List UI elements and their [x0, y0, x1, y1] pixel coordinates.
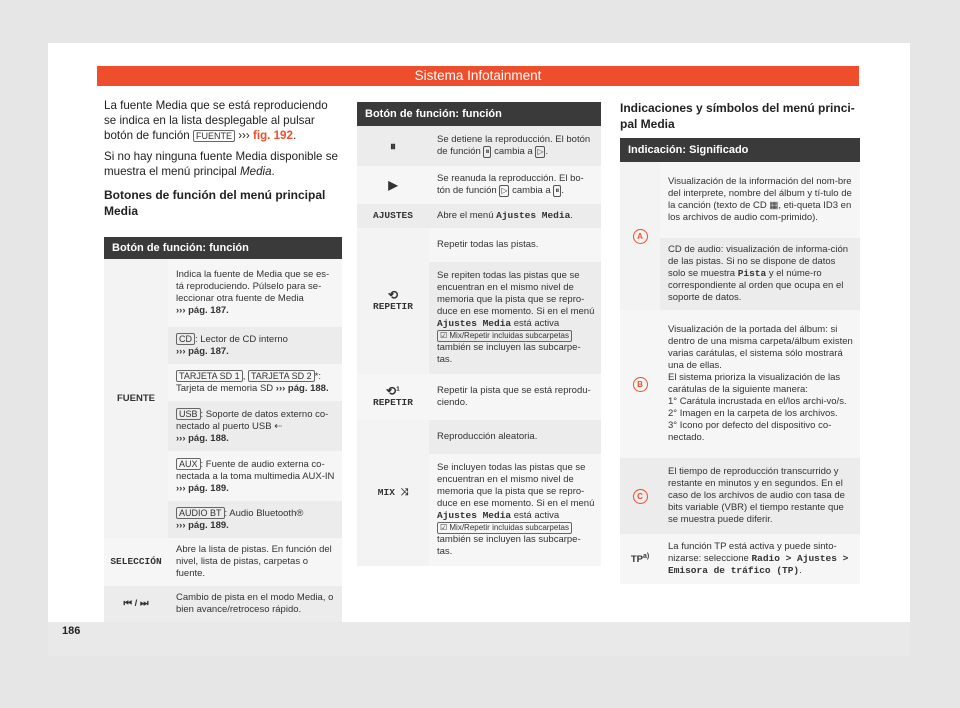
table-header: Indicación: Significado: [620, 138, 860, 162]
indications-table: [620, 138, 860, 584]
left-column: [104, 98, 342, 219]
repeat-one-icon: ⟲¹: [385, 384, 401, 398]
tp-label: TP$^{a)}$: [630, 553, 650, 566]
table-row: Visualización de la portada del álbum: si dentro de una misma carpeta/álbum existen varias carátulas, el sistema sólo mostrará una de ellas. El sistema prioriza la visualización de las carátulas de la siguiente manera: 1° Carátula incrustada en el/los archi-vo/s. 2° Imagen en la carpeta de los archivos. 3° Icono por defecto del dispositivo co-nectado.: [668, 324, 853, 443]
no-source-paragraph: Si no hay ninguna fuente Media disponible se muestra el menú principal Media.: [104, 150, 338, 178]
section-heading: Indicaciones y símbolos del menú princi-pal Media: [620, 101, 855, 131]
repeat-one-cell: ⟲¹ REPETIR: [357, 374, 429, 420]
table-row: Indica la fuente de Media que se es-tá reproduciendo. Púlselo para se-leccionar otra fuente de Media ››› pág. 187.: [176, 269, 330, 316]
mix-label: MIX ⤨: [357, 420, 429, 566]
table-row: Se incluyen todas las pistas que se encuentran en el mismo nivel de memoria que la pista que se repro-duce en ese momento. Si en el menú Ajustes Media está activa ☑ Mix/Repetir incluidas subcarpetas también se incluyen las subcarpe-tas.: [437, 462, 595, 557]
seleccion-label: SELECCIÓN: [110, 556, 162, 567]
label-b: B: [633, 377, 648, 392]
table-row: TARJETA SD 1 , TARJETA SD 2 *: Tarjeta de memoria SD ››› pág. 188.: [176, 371, 329, 394]
table-row: Abre el menú Ajustes Media.: [437, 210, 573, 221]
pause-icon: ⏸: [389, 139, 396, 153]
pause-icon: ⏸: [555, 186, 560, 195]
repeat-icon: ⟲: [387, 288, 399, 302]
label-c: C: [633, 489, 648, 504]
table-row: Visualización de la información del nom-bre del interprete, nombre del álbum y tí-tulo de la canción (texto de CD ▦, eti-queta ID3 en los archivos de audio com-primido).: [668, 176, 852, 223]
footer-strip: [48, 622, 910, 656]
usb-icon: ⇠: [274, 420, 283, 432]
table-row: AUX : Fuente de audio externa co-nectada a la toma multimedia AUX-IN ››› pág. 189.: [176, 458, 335, 494]
table-header: Botón de función: función: [104, 237, 342, 259]
play-icon: ▷: [537, 147, 544, 156]
page-header: Sistema Infotainment: [97, 66, 859, 86]
play-icon: ▶: [388, 178, 398, 192]
table-row: USB : Soporte de datos externo co-nectado al puerto USB ⇠ ››› pág. 188.: [176, 408, 329, 444]
checkbox-option: ☑ Mix/Repetir incluidas subcarpetas: [437, 330, 572, 342]
skip-icon: ⏮ / ⏭: [123, 598, 149, 609]
ajustes-label: AJUSTES: [373, 210, 413, 221]
table-row: Repetir todas las pistas.: [437, 239, 539, 250]
function-buttons-table-left: [104, 237, 342, 622]
table-header: Botón de función: función: [357, 102, 601, 126]
cd-text-icon: ▦: [769, 200, 779, 211]
function-buttons-table-middle: [357, 102, 601, 566]
checkbox-option: ☑ Mix/Repetir incluidas subcarpetas: [437, 522, 572, 534]
fuente-key: FUENTE: [193, 130, 235, 142]
figure-reference[interactable]: fig. 192: [253, 129, 293, 142]
table-row: CD de audio: visualización de informa-ción de las pistas. Si no se dispone de datos solo se muestra Pista y el núme-ro correspondiente al orden que ocupa en el soporte de datos.: [668, 244, 849, 303]
right-column: [620, 100, 860, 132]
table-row: Se reanuda la reproducción. El bo-tón de función ▷ cambia a ⏸ .: [437, 173, 584, 196]
table-row: Se detiene la reproducción. El botón de función ⏸ cambia a ▷ .: [437, 134, 591, 157]
table-row: Se repiten todas las pistas que se encuentran en el mismo nivel de memoria que la pista que se repro-duce en ese momento. Si en el menú Ajustes Media está activa ☑ Mix/Repetir incluidas subcarpetas también se incluyen las subcarpe-tas.: [437, 270, 595, 365]
table-row: AUDIO BT : Audio Bluetooth® ››› pág. 189.: [176, 508, 304, 531]
pause-icon: ⏸: [485, 147, 490, 156]
table-row: La función TP está activa y puede sinto-nizarse: seleccione Radio > Ajustes > Emisora de tráfico (TP).: [668, 541, 849, 576]
play-icon: ▷: [501, 186, 508, 195]
page-number: 186: [62, 625, 81, 637]
repeat-cell: ⟲ REPETIR: [357, 228, 429, 374]
section-heading: Botones de función del menú principal Media: [104, 188, 326, 218]
table-row: CD : Lector de CD interno ››› pág. 187.: [176, 334, 288, 357]
table-row: El tiempo de reproducción transcurrido y restante en minutos y en segundos. En el caso de los archivos de audio con tasa de bits variable (VBR) el tiempo restante que se muestra puede diferir.: [668, 466, 845, 525]
intro-paragraph: La fuente Media que se está reproduciendo se indica en la lista desplegable al pulsar botón de función FUENTE ››› fig. 192.: [104, 99, 328, 142]
table-row: Reproducción aleatoria.: [437, 431, 538, 442]
fuente-label: FUENTE: [104, 259, 168, 538]
table-row: Abre la lista de pistas. En función del nivel, lista de pistas, carpetas o fuente.: [176, 544, 332, 579]
label-a: A: [633, 229, 648, 244]
table-row: Cambio de pista en el modo Media, o bien avance/retroceso rápido.: [176, 592, 334, 615]
table-row: Repetir la pista que se está reprodu-ciendo.: [437, 385, 591, 408]
